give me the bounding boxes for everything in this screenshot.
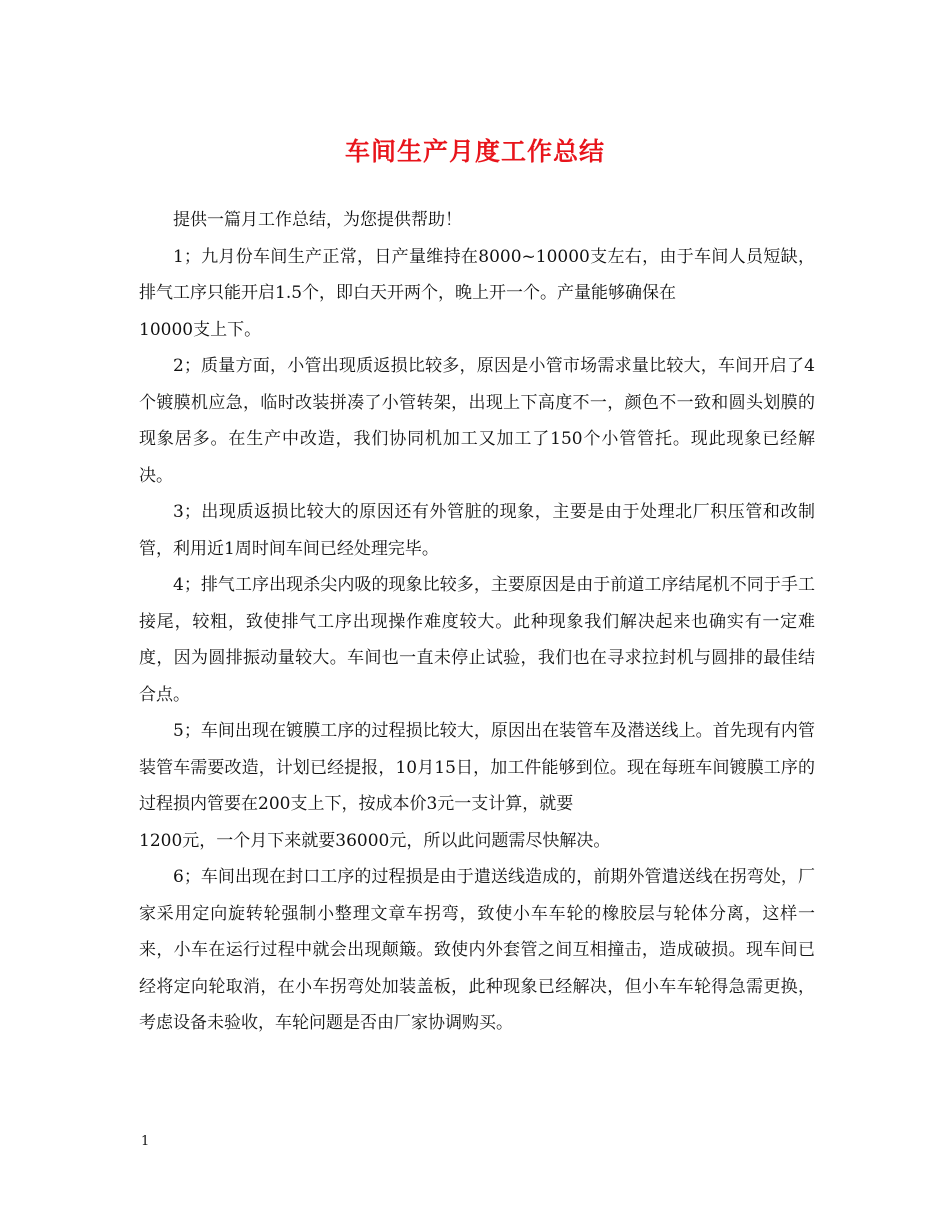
paragraph-item-1: 1；九月份车间生产正常，日产量维持在8000~10000支左右，由于车间人员短缺，排气工序只能开启1.5个，即白天开两个，晚上开一个。产量能够确保在 10000支上下。 [139,246,815,340]
paragraph-item-5: 5；车间出现在镀膜工序的过程损比较大，原因出在装管车及潜送线上。首先现有内管装管车需要改造，计划已经提报，10月15日，加工件能够到位。现在每班车间镀膜工序的过程损内管要在200支上下，按成本价3元一支计算，就要 1200元，一个月下来就要36000元，所以此问题需尽快解决。 [139,721,815,851]
paragraph-intro: 提供一篇月工作总结，为您提供帮助！ [173,210,462,230]
document-title: 车间生产月度工作总结 [344,137,605,166]
paragraph-item-4: 4；排气工序出现杀尖内吸的现象比较多，主要原因是由于前道工序结尾机不同于手工接尾，较粗，致使排气工序出现操作难度较大。此种现象我们解决起来也确实有一定难度，因为圆排振动量较大。车间也一直未停止试验，我们也在寻求拉封机与圆排的最佳结合点。 [139,575,815,705]
page-number: 1 [141,1134,150,1149]
paragraph-item-3: 3；出现质返损比较大的原因还有外管脏的现象，主要是由于处理北厂积压管和改制管，利用近1周时间车间已经处理完毕。 [139,502,815,559]
document-body [139,202,815,1042]
paragraph-item-2: 2；质量方面，小管出现质返损比较多，原因是小管市场需求量比较大，车间开启了4个镀膜机应急，临时改装拼凑了小管转架，出现上下高度不一，颜色不一致和圆头划膜的现象居多。在生产中改造，我们协同机加工又加工了150个小管管托。现此现象已经解决。 [139,356,815,486]
paragraph-item-6: 6；车间出现在封口工序的过程损是由于遣送线造成的，前期外管遣送线在拐弯处，厂家采用定向旋转轮强制小整理文章车拐弯，致使小车车轮的橡胶层与轮体分离，这样一来，小车在运行过程中就会出现颠簸。致使内外套管之间互相撞击，造成破损。现车间已经将定向轮取消，在小车拐弯处加装盖板，此种现象已经解决，但小车车轮得急需更换，考虑设备未验收，车轮问题是否由厂家协调购买。 [139,867,815,1033]
